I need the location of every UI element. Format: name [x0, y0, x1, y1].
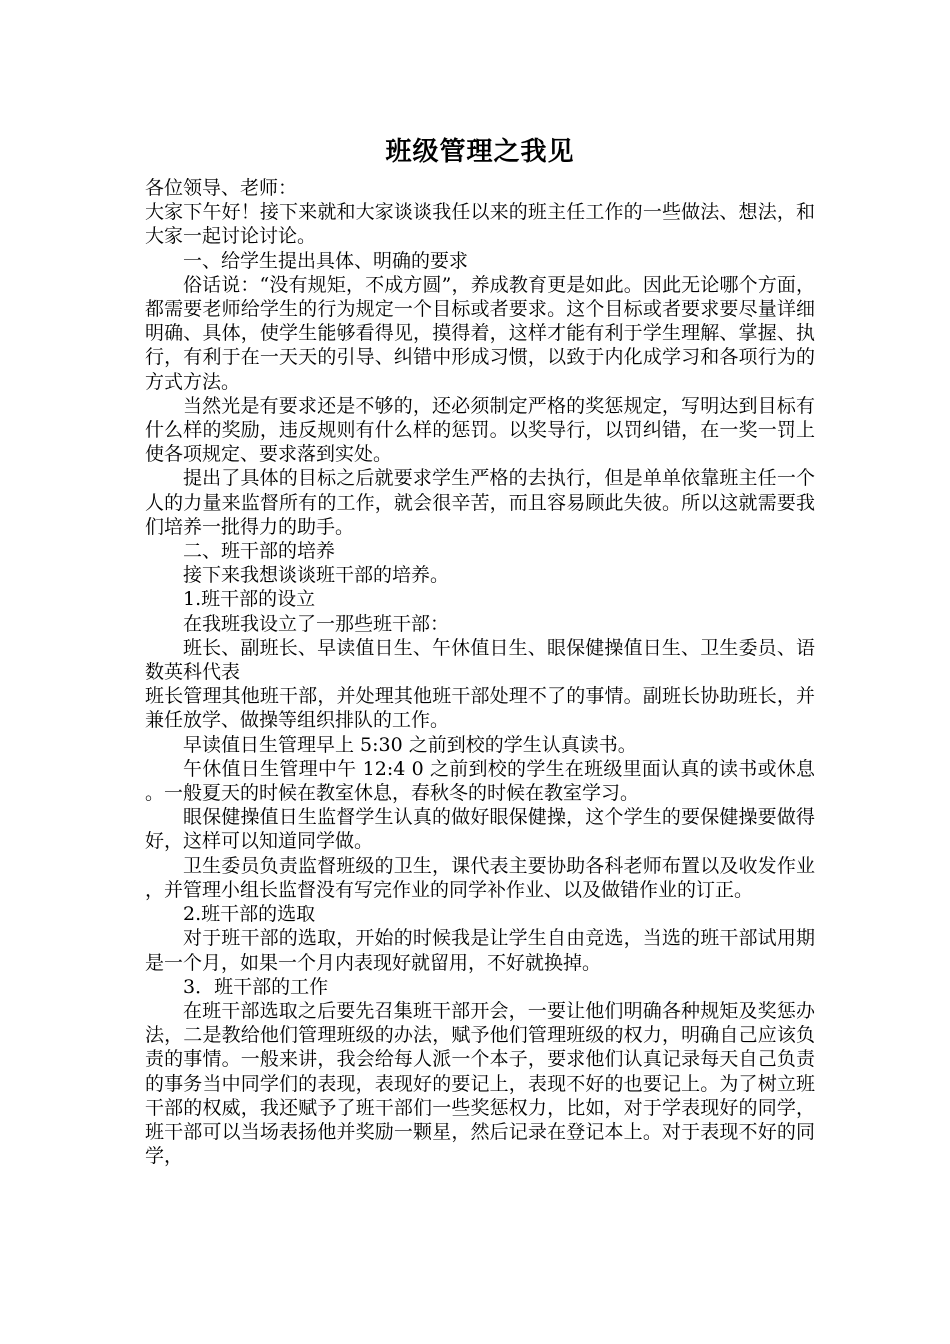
document-paragraph: 当然光是有要求还是不够的，还必须制定严格的奖惩规定，写明达到目标有什么样的奖励，违反规则有什么样的惩罚。以奖导行，以罚纠错，在一奖一罚上使各项规定、要求落到实处。: [145, 394, 815, 466]
document-paragraph: 一、给学生提出具体、明确的要求: [183, 249, 469, 272]
document-paragraph: 1.班干部的设立: [183, 588, 316, 611]
document-paragraph: 大家下午好！接下来就和大家谈谈我任以来的班主任工作的一些做法、想法，和大家一起讨论讨论。: [145, 201, 815, 248]
document-paragraph: 2.班干部的选取: [183, 903, 316, 926]
document-paragraph: 卫生委员负责监督班级的卫生，课代表主要协助各科老师布置以及收发作业，并管理小组长监督没有写完作业的同学补作业、以及做错作业的订正。: [145, 854, 815, 901]
document-paragraph: 接下来我想谈谈班干部的培养。: [183, 564, 450, 587]
document-title: 班级管理之我见: [385, 137, 575, 167]
document-paragraph: 俗话说：“没有规矩，不成方圆”，养成教育更是如此。因此无论哪个方面，都需要老师给学生的行为规定一个目标或者要求。这个目标或者要求要尽量详细明确、具体，使学生能够看得见，摸得着，这样才能有利于学生理解、掌握、执行，有利于在一天天的引导、纠错中形成习惯，以致于内化成学习和各项行为的方式方法。: [145, 273, 815, 393]
document-paragraph: 各位领导、老师：: [145, 177, 298, 199]
document-paragraph: 眼保健操值日生监督学生认真的做好眼保健操，这个学生的要保健操要做得好，这样可以知道同学做。: [145, 806, 815, 853]
document-body: [145, 176, 815, 1168]
document-paragraph: 在我班我设立了一那些班干部：: [183, 612, 450, 635]
document-paragraph: 早读值日生管理早上 5:30 之前到校的学生认真读书。: [183, 733, 637, 756]
document-paragraph: 在班干部选取之后要先召集班干部开会，一要让他们明确各种规矩及奖惩办法，二是教给他们管理班级的办法，赋予他们管理班级的权力，明确自己应该负责的事情。一般来讲，我会给每人派一个本子，要求他们认真记录每天自己负责的事务当中同学们的表现，表现好的要记上，表现不好的也要记上。为了树立班干部的权威，我还赋予了班干部们一些奖惩权力，比如，对于学表现好的同学，班干部可以当场表扬他并奖励一颗星，然后记录在登记本上。对于表现不好的同学，: [145, 999, 815, 1168]
document-paragraph: 对于班干部的选取，开始的时候我是让学生自由竞选，当选的班干部试用期是一个月，如果一个月内表现好就留用，不好就换掉。: [145, 927, 815, 974]
document-paragraph: 班长、副班长、早读值日生、午休值日生、眼保健操值日生、卫生委员、语数英科代表: [145, 636, 815, 684]
document-paragraph: 班长管理其他班干部，并处理其他班干部处理不了的事情。副班长协助班长，并兼任放学、做操等组织排队的工作。: [145, 685, 815, 732]
document-paragraph: 3．班干部的工作: [183, 975, 329, 998]
document-paragraph: 提出了具体的目标之后就要求学生严格的去执行，但是单单依靠班主任一个人的力量来监督所有的工作，就会很辛苦，而且容易顾此失彼。所以这就需要我们培养一批得力的助手。: [145, 467, 815, 538]
document-paragraph: 午休值日生管理中午 12:4 0 之前到校的学生在班级里面认真的读书或休息。一般夏天的时候在教室休息，春秋冬的时候在教室学习。: [145, 757, 815, 805]
document-paragraph: 二、班干部的培养: [183, 540, 336, 563]
document-content: [145, 132, 815, 1168]
